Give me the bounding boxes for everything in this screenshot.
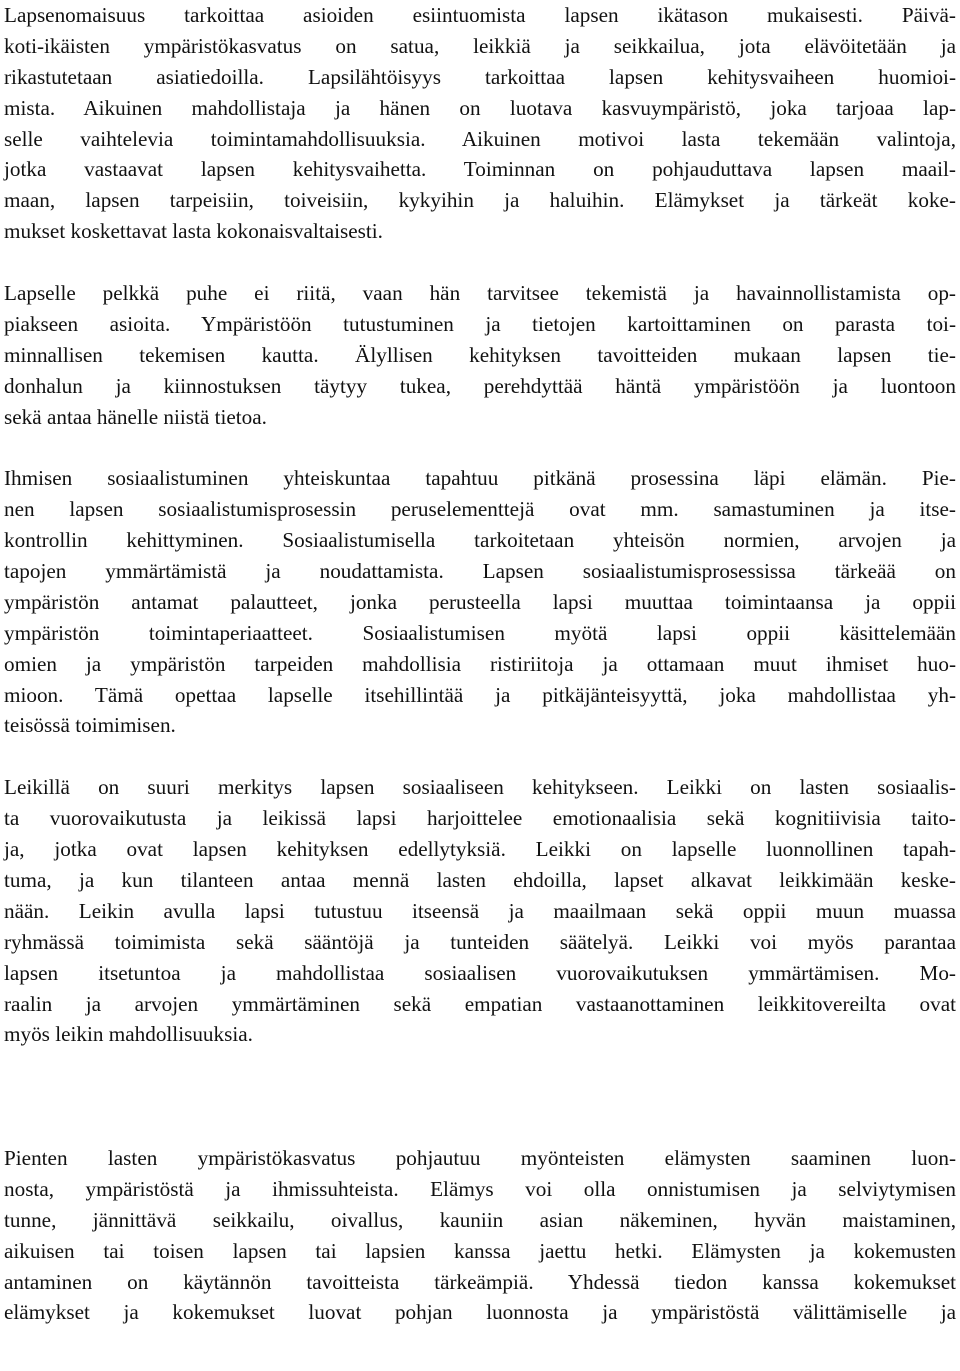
text-line: myös leikin mahdollisuuksia. bbox=[4, 1022, 253, 1047]
paragraph-learning-by-doing bbox=[4, 278, 956, 432]
text-line: Pienten lasten ympäristökasvatus pohjautuu myönteisten elämysten saaminen luon- bbox=[4, 1145, 956, 1170]
text-line: selle vaihtelevia toimintamahdollisuuksia. Aikuinen motivoi lasta tekemään valintoja, bbox=[4, 126, 956, 151]
text-line: ympäristön toimintaperiaatteet. Sosiaalistumisen myötä lapsi oppii käsittelemään bbox=[4, 620, 956, 645]
paragraph-spacer bbox=[4, 247, 956, 278]
paragraph-spacer bbox=[4, 432, 956, 463]
text-line: aikuisen tai toisen lapsen tai lapsien kanssa jaettu hetki. Elämysten ja kokemusten bbox=[4, 1238, 956, 1263]
text-line: Lapselle pelkkä puhe ei riitä, vaan hän tarvitsee tekemistä ja havainnollistamista op- bbox=[4, 281, 956, 306]
text-line: kontrollin kehittyminen. Sosiaalistumisella tarkoitetaan yhteisön normien, arvojen ja bbox=[4, 528, 956, 553]
text-line: raalin ja arvojen ymmärtäminen sekä empatian vastaanottaminen leikkitovereilta ovat bbox=[4, 991, 956, 1016]
text-line: ta vuorovaikutusta ja leikissä lapsi harjoittelee emotionaalisia sekä kognitiivisia taito- bbox=[4, 806, 956, 831]
text-line: tunne, jännittävä seikkailu, oivallus, kauniin asian näkeminen, hyvän maistaminen, bbox=[4, 1207, 956, 1232]
text-line: jotka vastaavat lapsen kehitysvaihetta. Toiminnan on pohjauduttava lapsen maail- bbox=[4, 157, 956, 182]
paragraph-play-and-development bbox=[4, 772, 956, 1050]
text-line: nään. Leikin avulla lapsi tutustuu itseensä ja maailmaan sekä oppii muun muassa bbox=[4, 898, 956, 923]
text-line: mioon. Tämä opettaa lapselle itsehillintää ja pitkäjänteisyyttä, joka mahdollistaa yh- bbox=[4, 682, 956, 707]
text-line: mista. Aikuinen mahdollistaja ja hänen on luotava kasvuympäristö, joka tarjoaa lap- bbox=[4, 95, 956, 120]
document-page bbox=[4, 0, 956, 1328]
text-line: tapojen ymmärtämistä ja noudattamista. Lapsen sosiaalistumisprosessissa tärkeää on bbox=[4, 559, 956, 584]
text-line: Leikillä on suuri merkitys lapsen sosiaaliseen kehitykseen. Leikki on lasten sosiaalis- bbox=[4, 775, 956, 800]
text-line: maan, lapsen tarpeisiin, toiveisiin, kykyihin ja haluihin. Elämykset ja tärkeät koke- bbox=[4, 188, 956, 213]
text-line: tuma, ja kun tilanteen antaa mennä lasten ehdoilla, lapset alkavat leikkimään keske- bbox=[4, 867, 956, 892]
text-line: nosta, ympäristöstä ja ihmissuhteista. Elämys voi olla onnistumisen ja selviytymisen bbox=[4, 1176, 956, 1201]
text-line: koti-ikäisten ympäristökasvatus on satua, leikkiä ja seikkailua, jota elävöitetään ja bbox=[4, 33, 956, 58]
text-line: minnallisen tekemisen kautta. Älyllisen kehityksen tavoitteiden mukaan lapsen tie- bbox=[4, 342, 956, 367]
text-line: antaminen on käytännön tavoitteista tärkeämpiä. Yhdessä tiedon kanssa kokemukset bbox=[4, 1269, 956, 1294]
text-line: piakseen asioita. Ympäristöön tutustuminen ja tietojen kartoittaminen on parasta toi- bbox=[4, 311, 956, 336]
text-line: elämykset ja kokemukset luovat pohjan luonnosta ja ympäristöstä välittämiselle ja bbox=[4, 1300, 956, 1325]
paragraph-socialization bbox=[4, 463, 956, 741]
text-line: Lapsenomaisuus tarkoittaa asioiden esiintuomista lapsen ikätason mukaisesti. Päivä- bbox=[4, 3, 956, 27]
text-line: sekä antaa hänelle niistä tietoa. bbox=[4, 404, 267, 429]
text-line: teisössä toimimisen. bbox=[4, 713, 176, 738]
paragraph-spacer bbox=[4, 741, 956, 772]
text-line: donhalun ja kiinnostuksen täytyy tukea, perehdyttää häntä ympäristöön ja luontoon bbox=[4, 373, 956, 398]
text-line: lapsen itsetuntoa ja mahdollistaa sosiaalisen vuorovaikutuksen ymmärtämisen. Mo- bbox=[4, 960, 956, 985]
text-line: Ihmisen sosiaalistuminen yhteiskuntaa tapahtuu pitkänä prosessina läpi elämän. Pie- bbox=[4, 466, 956, 491]
paragraph-experiences bbox=[4, 1143, 956, 1328]
text-line: nen lapsen sosiaalistumisprosessin peruselementtejä ovat mm. samastuminen ja itse- bbox=[4, 497, 956, 522]
text-line: ympäristön antamat palautteet, jonka perusteella lapsi muuttaa toimintaansa ja oppii bbox=[4, 589, 956, 614]
text-line: mukset koskettavat lasta kokonaisvaltaisesti. bbox=[4, 219, 383, 244]
text-line: rikastutetaan asiatiedoilla. Lapsilähtöisyys tarkoittaa lapsen kehitysvaiheen huomioi- bbox=[4, 64, 956, 89]
text-line: omien ja ympäristön tarpeiden mahdollisia ristiriitoja ja ottamaan muut ihmiset huo- bbox=[4, 651, 956, 676]
text-line: ryhmässä toimimista sekä sääntöjä ja tunteiden säätelyä. Leikki voi myös parantaa bbox=[4, 929, 956, 954]
paragraph-child-centered-nature-education bbox=[4, 0, 956, 247]
section-spacer bbox=[4, 1050, 956, 1143]
text-line: ja, jotka ovat lapsen kehityksen edellytyksiä. Leikki on lapselle luonnollinen tapah- bbox=[4, 837, 956, 862]
